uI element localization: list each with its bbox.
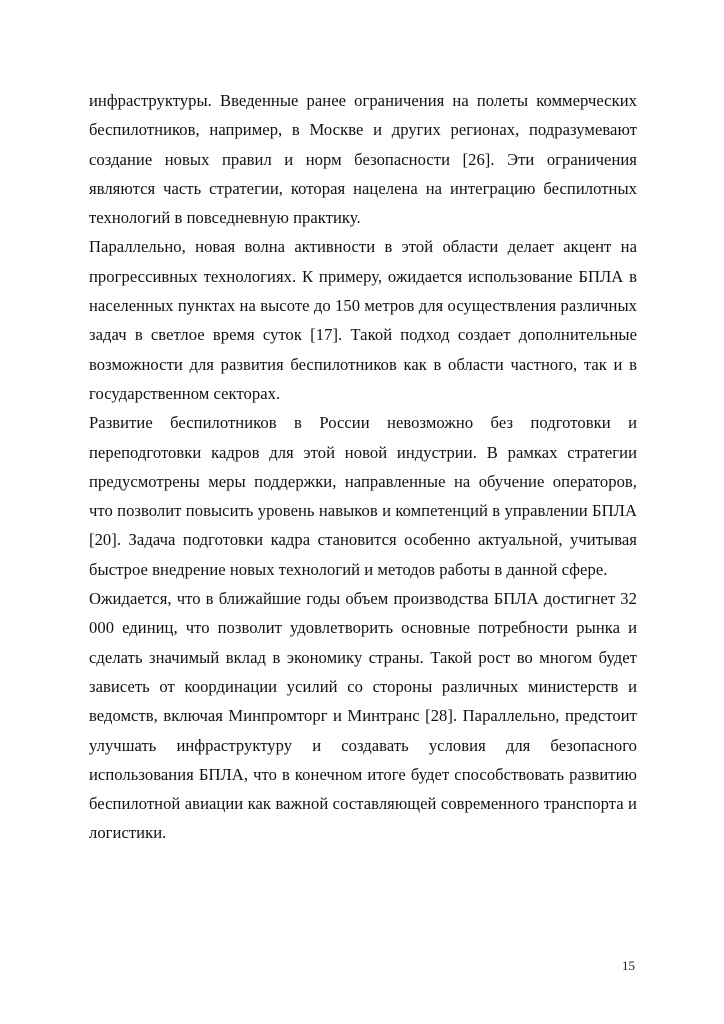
- paragraph-4: Ожидается, что в ближайшие годы объем производства БПЛА достигнет 32 000 единиц, что позволит удовлетворить основные потребности рынка и сделать значимый вклад в экономику страны. Такой рост во многом будет зависеть от координации усилий со стороны различных министерств и ведомств, включая Минпромторг и Минтранс [28]. Параллельно, предстоит улучшать инфраструктуру и создавать условия для безопасного использования БПЛА, что в конечном итоге будет способствовать развитию беспилотной авиации как важной составляющей современного транспорта и логистики.: [89, 589, 637, 843]
- page-number: 15: [622, 958, 635, 973]
- body-text: [89, 86, 637, 848]
- paragraph-1: инфраструктуры. Введенные ранее ограничения на полеты коммерческих беспилотников, например, в Москве и других регионах, подразумевают создание новых правил и норм безопасности [26]. Эти ограничения являются часть стратегии, которая нацелена на интеграцию беспилотных технологий в повседневную практику.: [89, 91, 637, 228]
- paragraph-2: Параллельно, новая волна активности в этой области делает акцент на прогрессивных технологиях. К примеру, ожидается использование БПЛА в населенных пунктах на высоте до 150 метров для осуществления различных задач в светлое время суток [17]. Такой подход создает дополнительные возможности для развития беспилотников как в области частного, так и в государственном секторах.: [89, 237, 637, 403]
- paragraph-3: Развитие беспилотников в России невозможно без подготовки и переподготовки кадров для этой новой индустрии. В рамках стратегии предусмотрены меры поддержки, направленные на обучение операторов, что позволит повысить уровень навыков и компетенций в управлении БПЛА [20]. Задача подготовки кадра становится особенно актуальной, учитывая быстрое внедрение новых технологий и методов работы в данной сфере.: [89, 413, 637, 579]
